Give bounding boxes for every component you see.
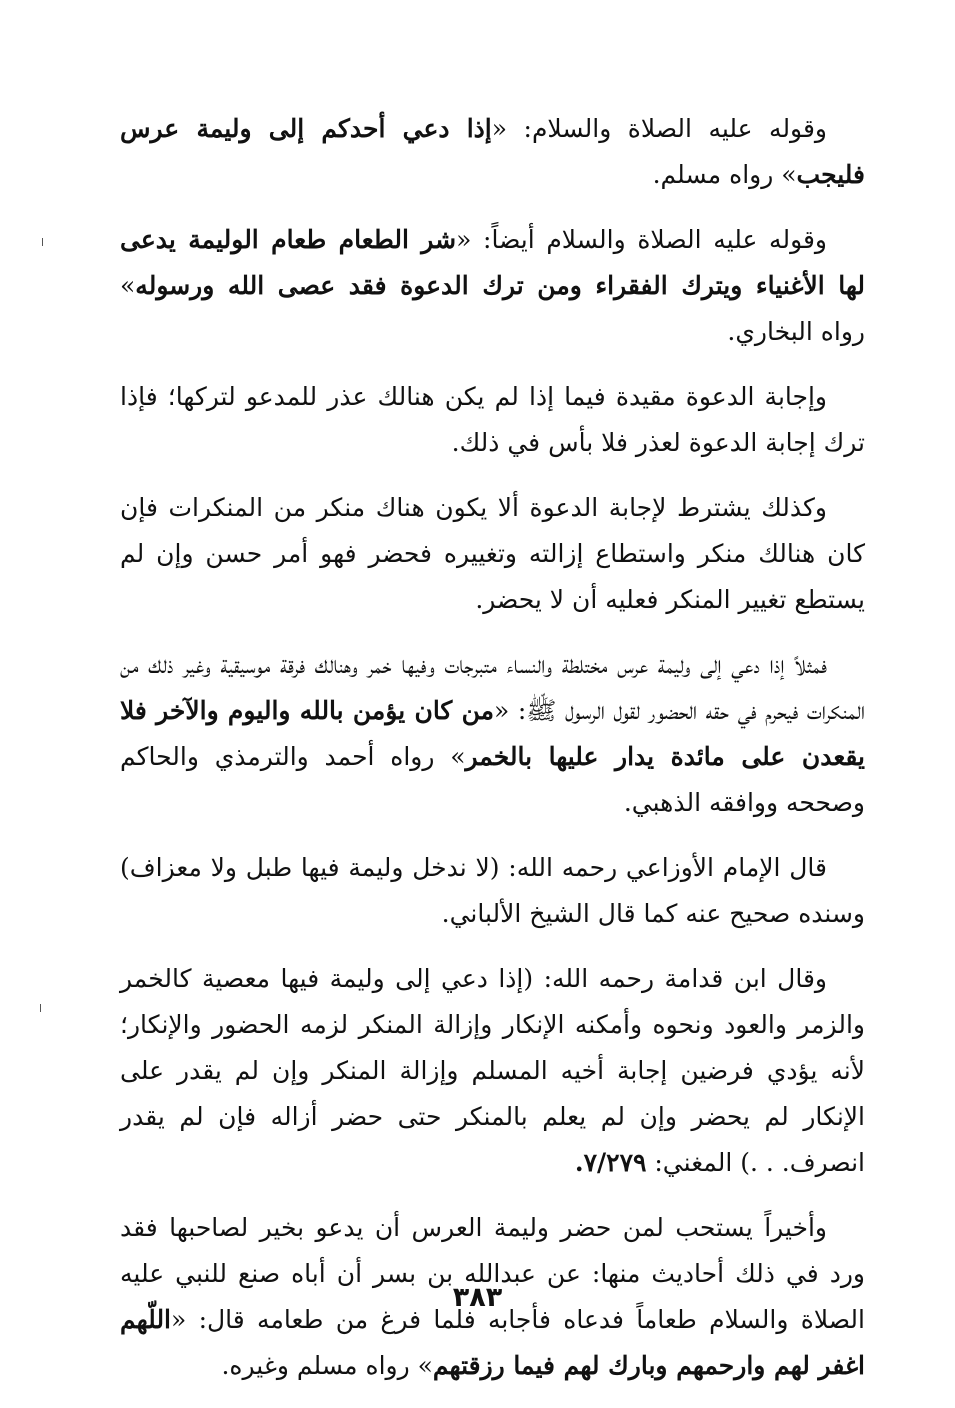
paragraph-7-part-1: وقال ابن قدامة رحمه الله: (إذا دعي إلى وليمة فيها معصية كالخمر والزمر والعود ونحوه وأمكنه الإنكار وإزالة المنكر لزمه الحضور والإنكار؛ لأنه يؤدي فرضين إجابة أخيه المسلم وإزالة المنكر وإن لم يقدر على الإنكار لم يحضر وإن لم يعلم بالمنكر حتى حضر أزاله فإن لم يقدر انصرف. . .) المغني: [120,964,865,1177]
paragraph-7-citation: ٧/٢٧٩. [574,1148,647,1177]
paragraph-1-part-3: » رواه مسلم. [652,160,797,189]
paragraph-6 [120,845,865,937]
paragraph-2-hadith: شر الطعام طعام الوليمة يدعى لها الأغنياء ويترك الفقراء ومن ترك الدعوة فقد عصى الله ورسوله [120,225,865,300]
scan-edge-mark-top [42,238,43,246]
paragraph-8-part-3: » رواه مسلم وغيره. [221,1351,433,1380]
paragraph-3 [120,374,865,466]
paragraph-1-hadith: إذا دعي أحدكم إلى وليمة عرس فليجب [120,114,865,189]
paragraph-8-part-1: وأخيراً يستحب لمن حضر وليمة العرس أن يدعو بخير لصاحبها فقد ورد في ذلك أحاديث منها: عن عبدالله بن بسر أن أباه صنع للنبي عليه الصلاة والسلام طعاماً فدعاه فأجابه فلما فرغ من طعامه قال: « [120,1213,865,1334]
paragraph-2-part-3: » رواه البخاري. [120,271,865,346]
paragraph-1-part-1: وقوله عليه الصلاة والسلام: « [491,114,827,143]
paragraph-7 [120,956,865,1186]
paragraph-8-hadith: اللّهم اغفر لهم وارحمهم وبارك لهم فيما رزقتهم [120,1305,865,1380]
page-body [120,106,865,1408]
paragraph-2 [120,217,865,355]
paragraph-2-part-1: وقوله عليه الصلاة والسلام أيضاً: « [456,225,828,254]
paragraph-6-text: قال الإمام الأوزاعي رحمه الله: (لا ندخل وليمة فيها طبل ولا معزاف) وسنده صحيح عنه كما قال الشيخ الألباني. [120,853,865,928]
paragraph-5-hadith: من كان يؤمن بالله واليوم والآخر فلا يقعدن على مائدة يدار عليها بالخمر [120,696,866,771]
paragraph-1 [120,106,865,198]
paragraph-5-part-1: فمثلاً إذا دعي إلى وليمة عرس مختلطة والنساء متبرجات وفيها خمر وهنالك فرقة موسيقية وغير ذلك من المنكرات فيحرم في حقه الحضور لقول الرسول ﷺ: « [120,650,866,725]
page-number: ٣٨٣ [452,1282,503,1313]
scan-edge-mark-bottom [40,1004,41,1012]
paragraph-5 [120,642,865,826]
paragraph-4-text: وكذلك يشترط لإجابة الدعوة ألا يكون هناك منكر من المنكرات فإن كان هنالك منكر واستطاع إزالته وتغييره فحضر فهو أمر حسن وإن لم يستطع تغيير المنكر فعليه أن لا يحضر. [120,493,865,614]
paragraph-5-part-3: » رواه أحمد والترمذي والحاكم وصححه ووافقه الذهبي. [120,742,865,817]
paragraph-3-text: وإجابة الدعوة مقيدة فيما إذا لم يكن هنالك عذر للمدعو لتركها؛ فإذا ترك إجابة الدعوة لعذر فلا بأس في ذلك. [120,382,865,457]
paragraph-4 [120,485,865,623]
